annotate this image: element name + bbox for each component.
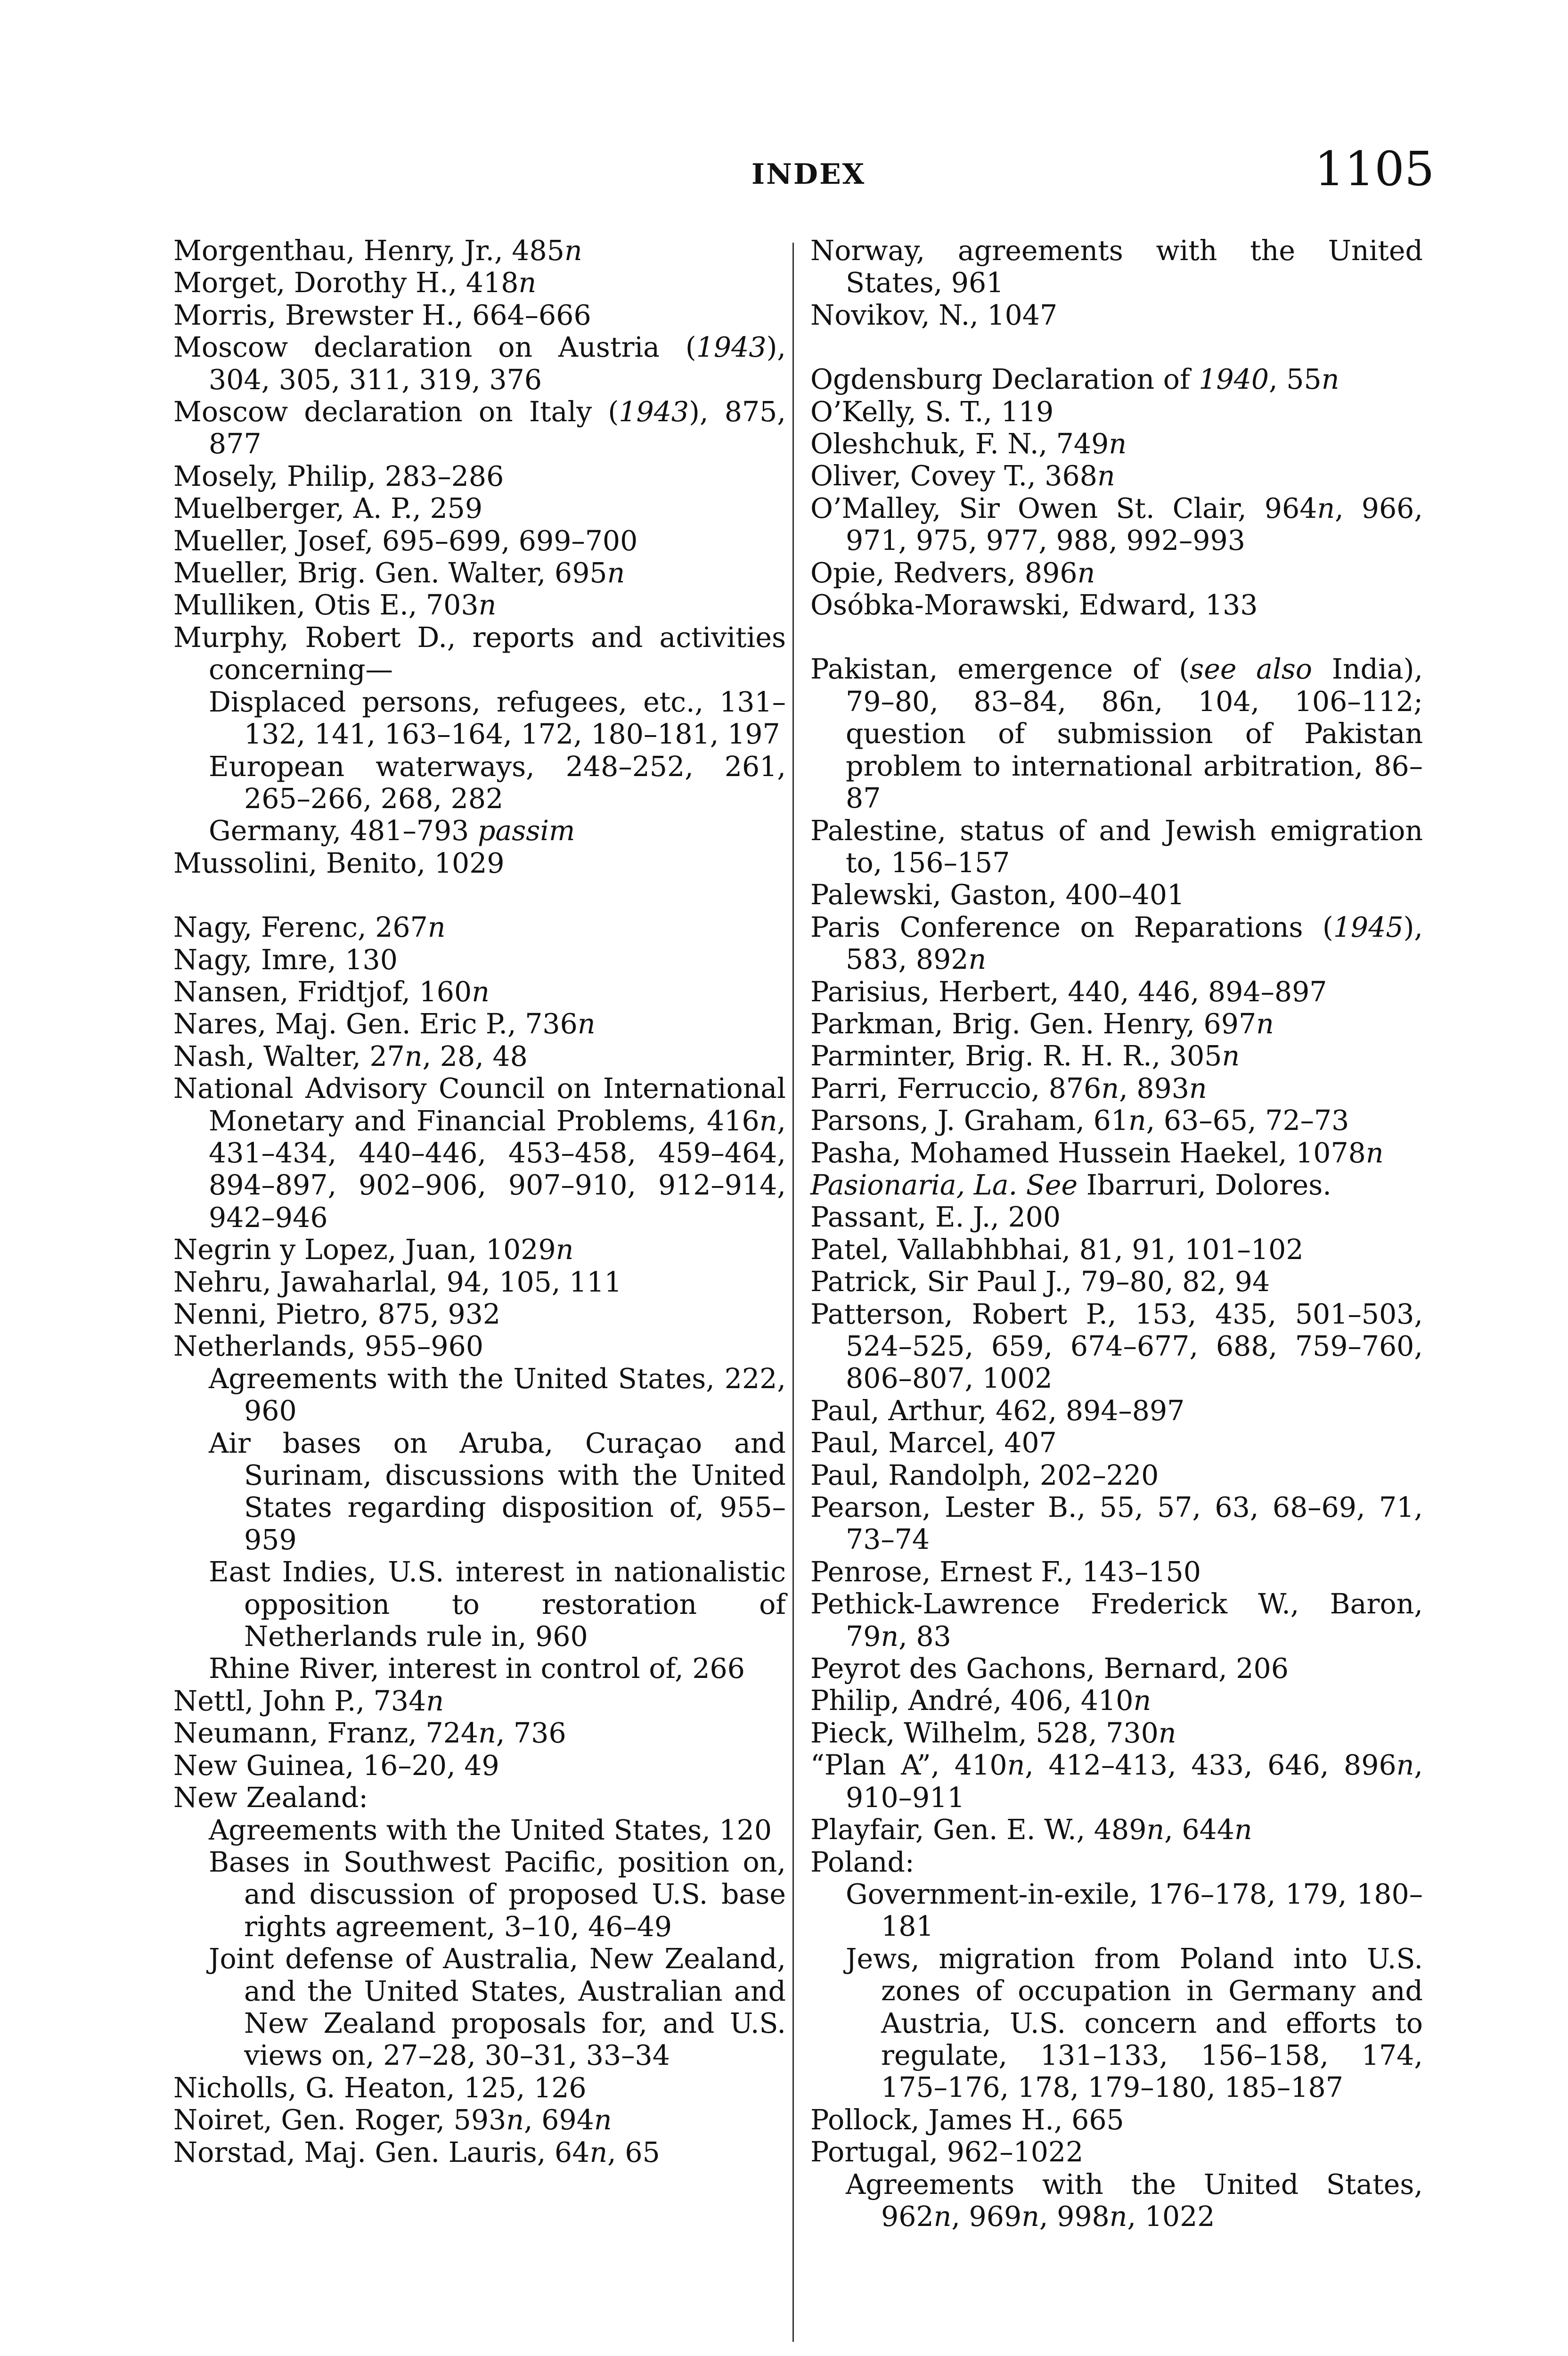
index-subentry: Rhine River, interest in control of, 266 [209, 1652, 745, 1685]
index-entry: Nagy, Imre, 130 [173, 943, 398, 976]
index-entry: Oliver, Covey T., 368n [810, 460, 1115, 492]
index-entry: Patrick, Sir Paul J., 79–80, 82, 94 [810, 1266, 1270, 1298]
index-entry: Parkman, Brig. Gen. Henry, 697n [810, 1007, 1274, 1040]
index-entry: Pasionaria, La. See Ibarruri, Dolores. [810, 1169, 1331, 1201]
index-entry: Novikov, N., 1047 [810, 299, 1058, 331]
index-entry: Norstad, Maj. Gen. Lauris, 64n, 65 [173, 2136, 660, 2168]
index-entry: Patel, Vallabhbhai, 81, 91, 101–102 [810, 1233, 1304, 1266]
index-entry: Peyrot des Gachons, Bernard, 206 [810, 1652, 1289, 1685]
index-entry: Nicholls, G. Heaton, 125, 126 [173, 2071, 587, 2104]
index-entry: Patterson, Robert P., 153, 435, 501–503, 524–525, 659, 674–677, 688, 759–760, 806–807, 1002 [810, 1298, 1423, 1395]
index-entry: National Advisory Council on International Monetary and Financial Problems, 416n, 431–434, 440–446, 453–458, 459–464, 894–897, 902–906, 907–910, 912–914, 942–946 [173, 1072, 786, 1234]
index-entry: New Guinea, 16–20, 49 [173, 1749, 499, 1782]
index-entry: Paris Conference on Reparations (1945), 583, 892n [810, 911, 1423, 976]
index-entry: Parsons, J. Graham, 61n, 63–65, 72–73 [810, 1104, 1349, 1137]
index-entry: Pieck, Wilhelm, 528, 730n [810, 1717, 1176, 1749]
index-entry: Pakistan, emergence of (see also India), 79–80, 83–84, 86n, 104, 106–112; question of submission of Pakistan problem to international arbitration, 86–87 [810, 653, 1423, 815]
page-header [0, 0, 1568, 245]
index-entry: Parri, Ferruccio, 876n, 893n [810, 1072, 1207, 1104]
index-entry: O’Kelly, S. T., 119 [810, 395, 1054, 428]
index-entry: Nagy, Ferenc, 267n [173, 911, 446, 944]
index-entry: Mueller, Josef, 695–699, 699–700 [173, 524, 638, 557]
index-entry: Opie, Redvers, 896n [810, 556, 1095, 589]
index-entry: Osóbka-Morawski, Edward, 133 [810, 589, 1258, 622]
index-subentry: Air bases on Aruba, Curaçao and Surinam, discussions with the United States regarding disposition of, 955–959 [209, 1427, 786, 1556]
index-entry: Mussolini, Benito, 1029 [173, 847, 505, 879]
index-entry: Morget, Dorothy H., 418n [173, 267, 537, 299]
index-column-right [810, 235, 1423, 2233]
index-subentry: Government-in-exile, 176–178, 179, 180–181 [846, 1878, 1423, 1943]
index-entry: Mueller, Brig. Gen. Walter, 695n [173, 557, 625, 589]
index-entry: Palewski, Gaston, 400–401 [810, 879, 1185, 911]
index-entry: Pethick-Lawrence Frederick W., Baron, 79n, 83 [810, 1588, 1423, 1652]
index-subentry: European waterways, 248–252, 261, 265–266, 268, 282 [209, 750, 786, 815]
index-entry: Morgenthau, Henry, Jr., 485n [173, 235, 582, 267]
index-entry: Netherlands, 955–960 [173, 1330, 484, 1363]
index-entry: Passant, E. J., 200 [810, 1201, 1061, 1234]
index-entry: Paul, Arthur, 462, 894–897 [810, 1394, 1185, 1427]
index-entry: Neumann, Franz, 724n, 736 [173, 1717, 566, 1750]
index-entry: Negrin y Lopez, Juan, 1029n [173, 1234, 574, 1266]
index-subentry: East Indies, U.S. interest in nationalistic opposition to restoration of Netherlands rule in, 960 [209, 1556, 786, 1653]
index-entry: Nettl, John P., 734n [173, 1685, 444, 1717]
index-entry: Nenni, Pietro, 875, 932 [173, 1298, 501, 1330]
index-entry: Poland: [810, 1846, 915, 1878]
index-entry: Morris, Brewster H., 664–666 [173, 299, 591, 331]
index-entry: Philip, André, 406, 410n [810, 1685, 1152, 1717]
index-entry: Parisius, Herbert, 440, 446, 894–897 [810, 975, 1327, 1008]
page-number: 1105 [1315, 141, 1435, 196]
index-entry: Portugal, 962–1022 [810, 2136, 1084, 2168]
index-entry: Mulliken, Otis E., 703n [173, 589, 497, 622]
index-entry: Muelberger, A. P., 259 [173, 492, 483, 525]
running-head-title: INDEX [751, 158, 866, 191]
index-column-left [173, 235, 786, 2168]
index-entry: Murphy, Robert D., reports and activities concerning— [173, 621, 786, 686]
index-entry: Nash, Walter, 27n, 28, 48 [173, 1040, 528, 1072]
index-entry: Noiret, Gen. Roger, 593n, 694n [173, 2104, 612, 2136]
column-divider [792, 243, 794, 2342]
index-entry: Paul, Randolph, 202–220 [810, 1459, 1159, 1491]
index-entry: “Plan A”, 410n, 412–413, 433, 646, 896n, 910–911 [810, 1749, 1423, 1814]
index-entry: Nansen, Fridtjof, 160n [173, 975, 490, 1008]
index-entry: Oleshchuk, F. N., 749n [810, 428, 1127, 460]
index-entry: Moscow declaration on Italy (1943), 875, 877 [173, 396, 786, 460]
index-subentry: Jews, migration from Poland into U.S. zones of occupation in Germany and Austria, U.S. concern and efforts to regulate, 131–133, 156–158, 174, 175–176, 178, 179–180, 185–187 [846, 1942, 1423, 2104]
index-entry: Pasha, Mohamed Hussein Haekel, 1078n [810, 1137, 1384, 1169]
index-entry: Playfair, Gen. E. W., 489n, 644n [810, 1814, 1252, 1846]
index-entry: Nares, Maj. Gen. Eric P., 736n [173, 1008, 596, 1040]
index-entry: Nehru, Jawaharlal, 94, 105, 111 [173, 1266, 622, 1298]
index-subentry: Bases in Southwest Pacific, position on, and discussion of proposed U.S. base rights agreement, 3–10, 46–49 [209, 1846, 786, 1943]
index-entry: Paul, Marcel, 407 [810, 1427, 1057, 1459]
index-subentry: Agreements with the United States, 222, 960 [209, 1362, 786, 1427]
index-entry: Mosely, Philip, 283–286 [173, 460, 504, 492]
index-entry: Norway, agreements with the United States, 961 [810, 235, 1423, 299]
index-subentry: Joint defense of Australia, New Zealand, and the United States, Australian and New Zealand proposals for, and U.S. views on, 27–28, 30–31, 33–34 [209, 1943, 786, 2072]
index-entry: O’Malley, Sir Owen St. Clair, 964n, 966, 971, 975, 977, 988, 992–993 [810, 492, 1423, 557]
index-entry: Ogdensburg Declaration of 1940, 55n [810, 363, 1339, 396]
index-entry: Penrose, Ernest F., 143–150 [810, 1555, 1201, 1588]
index-subentry: Germany, 481–793 passim [209, 815, 575, 847]
index-entry: Parminter, Brig. R. H. R., 305n [810, 1040, 1240, 1072]
index-entry: Pollock, James H., 665 [810, 2103, 1124, 2136]
index-entry: Pearson, Lester B., 55, 57, 63, 68–69, 71, 73–74 [810, 1491, 1423, 1556]
index-subentry: Agreements with the United States, 120 [209, 1814, 772, 1846]
index-entry: New Zealand: [173, 1782, 368, 1814]
index-entry: Palestine, status of and Jewish emigration to, 156–157 [810, 814, 1423, 879]
index-entry: Moscow declaration on Austria (1943), 304, 305, 311, 319, 376 [173, 331, 786, 396]
index-subentry: Agreements with the United States, 962n, 969n, 998n, 1022 [846, 2168, 1423, 2233]
index-subentry: Displaced persons, refugees, etc., 131–132, 141, 163–164, 172, 180–181, 197 [209, 686, 786, 751]
